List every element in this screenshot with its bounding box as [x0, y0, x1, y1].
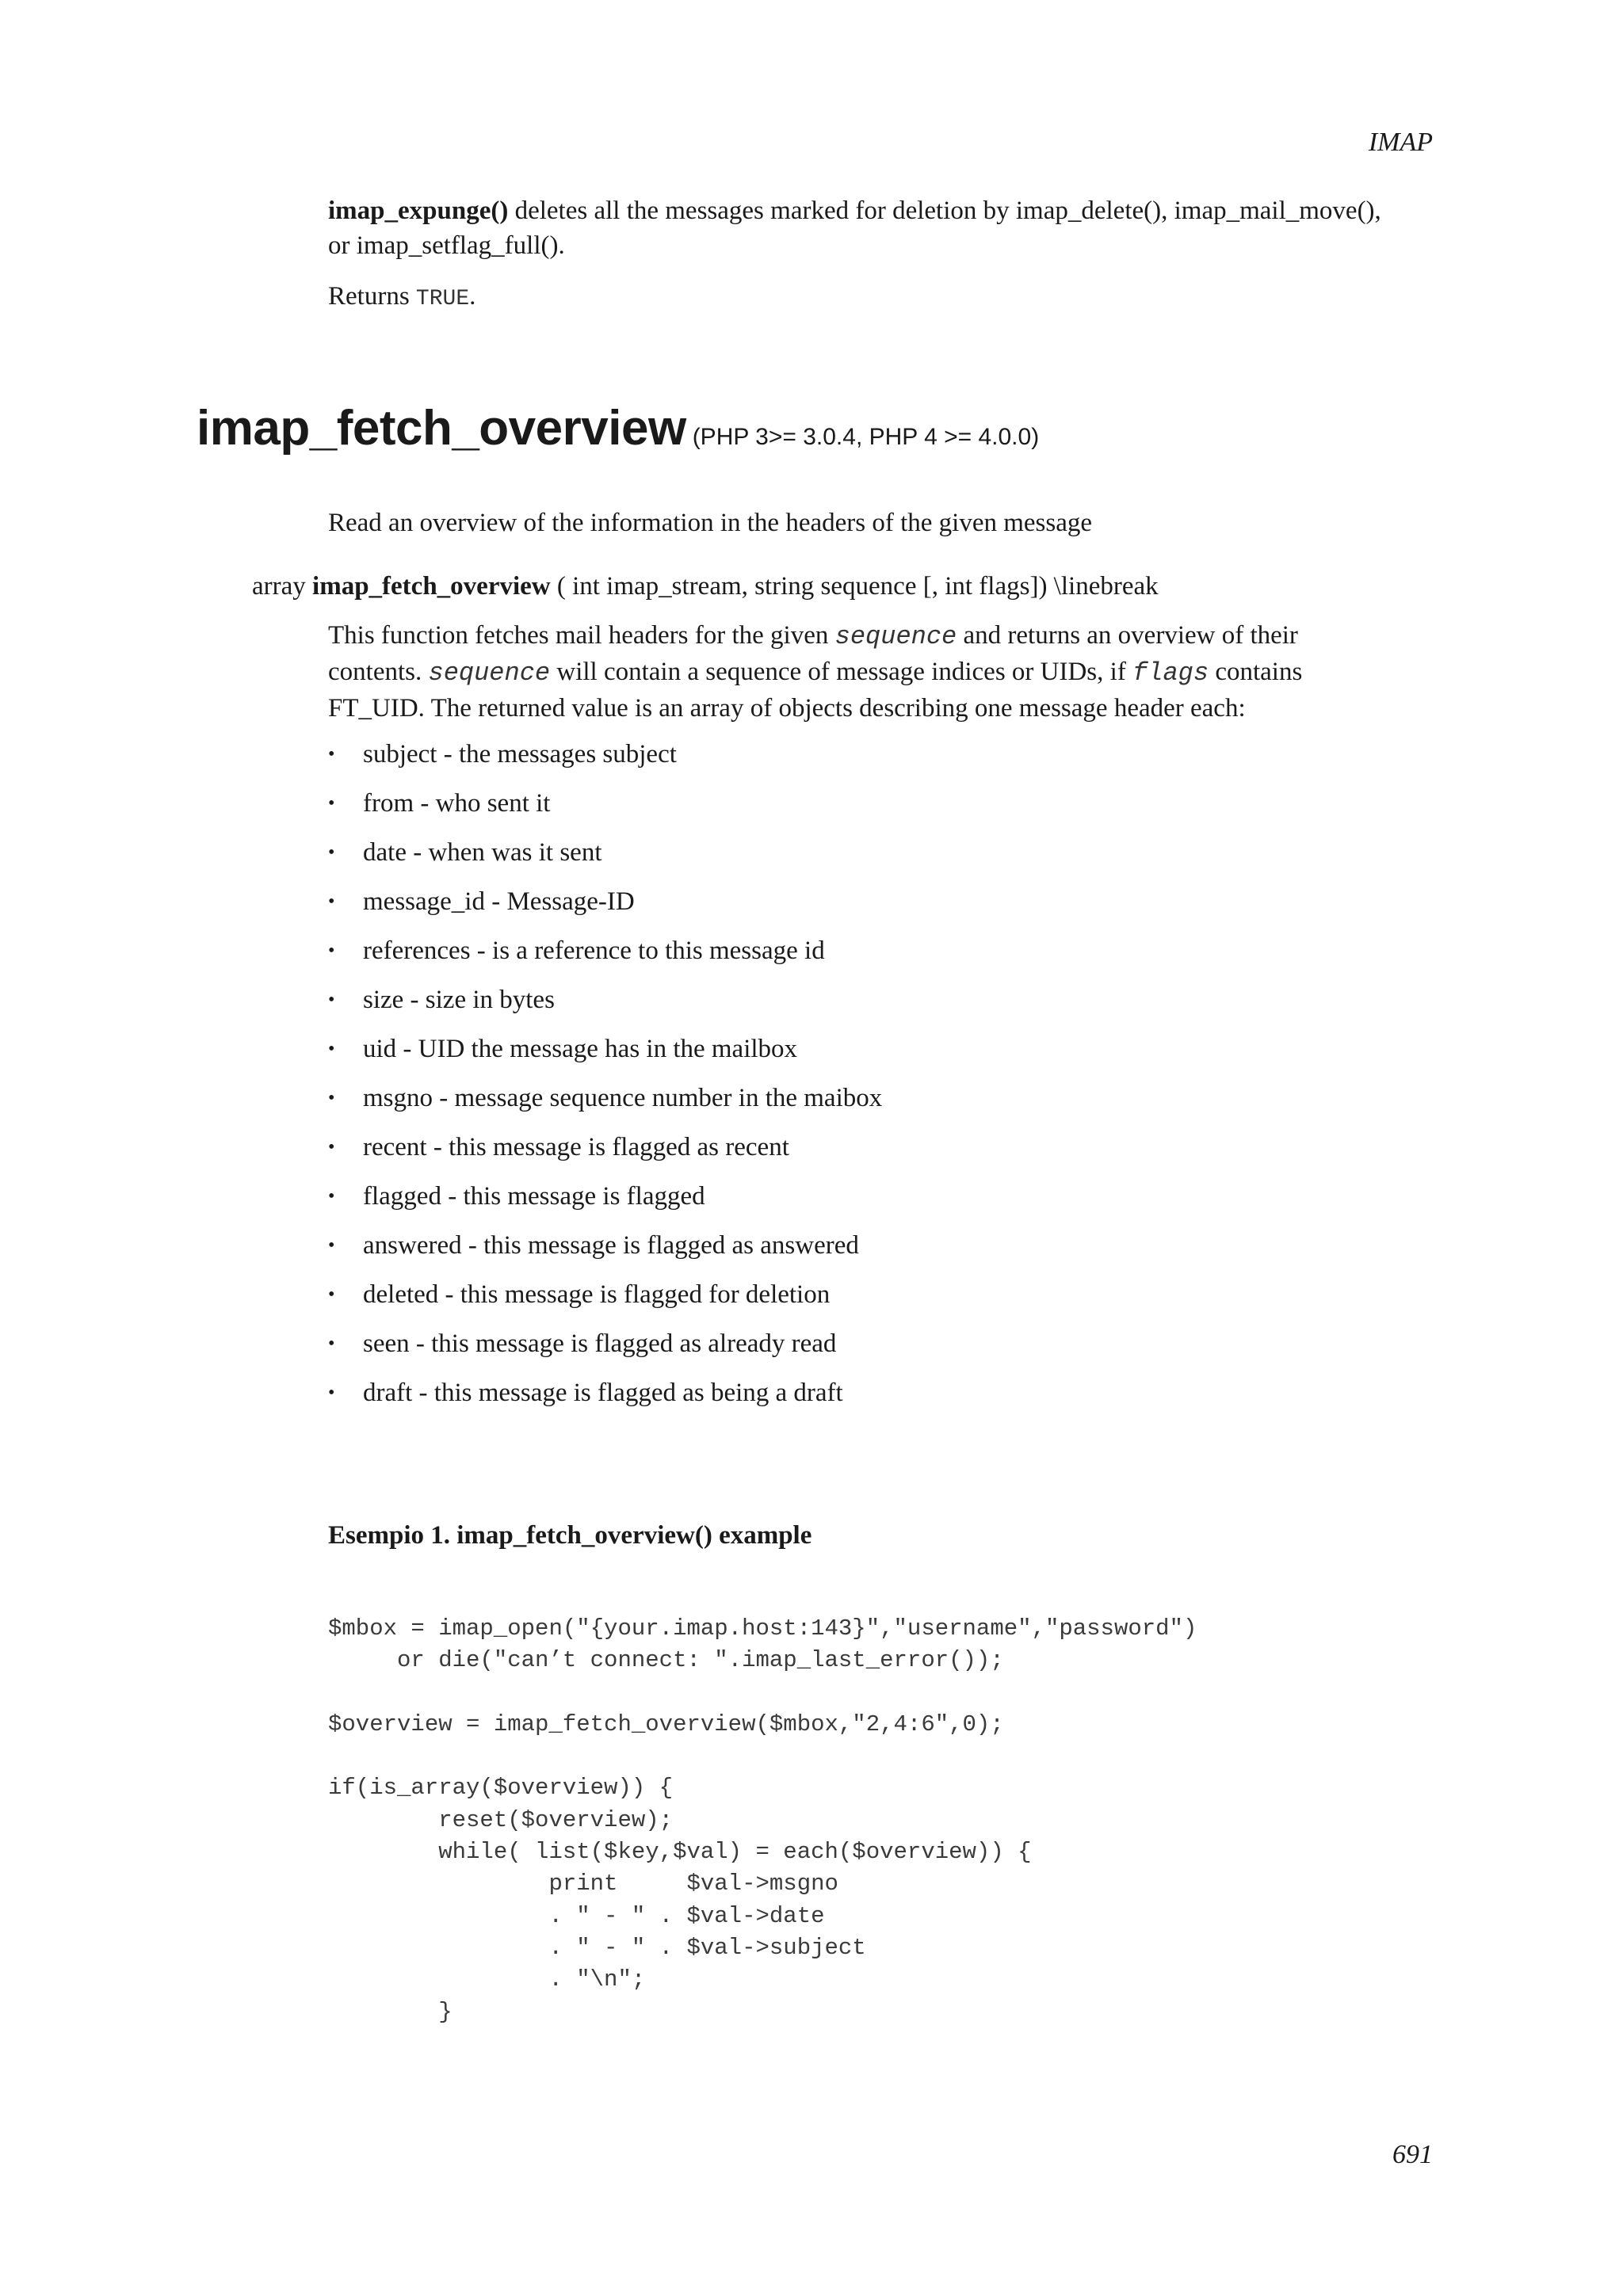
field-description: references - is a reference to this message id [363, 936, 825, 965]
expunge-line-1 [328, 193, 1438, 228]
description-line-2 [328, 654, 1438, 691]
list-item [328, 982, 882, 1032]
description-text: This function fetches mail headers for the given [328, 621, 835, 650]
bullet-icon: • [328, 1235, 335, 1256]
bullet-icon: • [328, 744, 335, 765]
list-item [328, 1179, 882, 1228]
code-line: or die("can’t connect: ".imap_last_error()); [328, 1647, 1004, 1674]
field-description: flagged - this message is flagged [363, 1182, 705, 1211]
code-line [328, 1741, 1197, 1772]
bullet-icon: • [328, 1137, 335, 1158]
bullet-icon: • [328, 1039, 335, 1059]
code-line: $mbox = imap_open("{your.imap.host:143}","username","password") [328, 1615, 1197, 1642]
synopsis-params: ( int imap_stream, string sequence [, int flags]) \linebreak [550, 572, 1159, 601]
list-item [328, 737, 882, 786]
list-item [328, 1228, 882, 1277]
bullet-icon: • [328, 990, 335, 1010]
bullet-icon: • [328, 940, 335, 961]
list-item [328, 1277, 882, 1326]
list-item [328, 1326, 882, 1375]
code-line: $overview = imap_fetch_overview($mbox,"2,4:6",0); [328, 1711, 1004, 1737]
param-sequence: sequence [834, 622, 957, 651]
description-line-1 [328, 618, 1438, 654]
synopsis-function-name: imap_fetch_overview [312, 572, 551, 601]
field-description: subject - the messages subject [363, 740, 677, 769]
page-number: 691 [1392, 2140, 1433, 2169]
bullet-icon: • [328, 842, 335, 863]
expunge-line-2: or imap_setflag_full(). [328, 231, 565, 260]
returns-suffix: . [469, 282, 476, 311]
bullet-icon: • [328, 793, 335, 814]
list-item [328, 1032, 882, 1081]
field-description: date - when was it sent [363, 838, 602, 867]
field-description: draft - this message is flagged as being a draft [363, 1379, 843, 1407]
description-text: contents. [328, 658, 429, 686]
field-description: answered - this message is flagged as answered [363, 1231, 859, 1260]
section-heading [197, 400, 1039, 456]
code-line: if(is_array($overview)) { [328, 1775, 674, 1802]
bullet-icon: • [328, 1186, 335, 1207]
returns-prefix: Returns [328, 282, 416, 311]
code-line: . " - " . $val->subject [328, 1934, 866, 1961]
field-description: recent - this message is flagged as recent [363, 1133, 789, 1161]
field-description: message_id - Message-ID [363, 887, 635, 916]
list-item [328, 786, 882, 835]
code-line: reset($overview); [328, 1806, 674, 1833]
code-example [328, 1613, 1197, 2028]
field-description: uid - UID the message has in the mailbox [363, 1035, 798, 1063]
expunge-description [328, 193, 1438, 263]
bullet-icon: • [328, 1284, 335, 1305]
returns-value: TRUE [415, 287, 470, 311]
code-line: while( list($key,$val) = each($overview)) { [328, 1839, 1032, 1866]
param-flags: flags [1132, 658, 1209, 688]
param-sequence: sequence [428, 658, 551, 688]
field-description: msgno - message sequence number in the maibox [363, 1084, 883, 1112]
description-text: and returns an overview of their [957, 621, 1298, 650]
section-function-name: imap_fetch_overview [197, 401, 686, 456]
section-version: (PHP 3>= 3.0.4, PHP 4 >= 4.0.0) [692, 424, 1040, 450]
overview-fields-list [328, 737, 882, 1425]
description-line-3: FT_UID. The returned value is an array of objects describing one message header each: [328, 694, 1246, 723]
description-text: will contain a sequence of message indices or UIDs, if [550, 658, 1133, 686]
field-description: size - size in bytes [363, 986, 555, 1014]
bullet-icon: • [328, 1383, 335, 1403]
field-description: deleted - this message is flagged for deletion [363, 1280, 831, 1309]
code-line [328, 1677, 1197, 1709]
expunge-function-name: imap_expunge() [328, 196, 509, 225]
example-title: Esempio 1. imap_fetch_overview() example [328, 1521, 812, 1550]
function-description [328, 618, 1438, 726]
field-description: seen - this message is flagged as already read [363, 1329, 837, 1358]
section-purpose: Read an overview of the information in the headers of the given message [328, 509, 1093, 537]
description-text: contains [1209, 658, 1303, 686]
synopsis-return-type: array [252, 572, 313, 601]
code-line: print $val->msgno [328, 1871, 838, 1897]
list-item [328, 1375, 882, 1425]
bullet-icon: • [328, 891, 335, 912]
function-synopsis [252, 569, 1520, 604]
list-item [328, 835, 882, 884]
expunge-returns [328, 279, 1438, 317]
list-item [328, 1081, 882, 1130]
running-header: IMAP [1368, 128, 1433, 157]
expunge-desc-text: deletes all the messages marked for deletion by imap_delete(), imap_mail_move(), [508, 196, 1381, 225]
code-line: } [328, 1998, 453, 2025]
bullet-icon: • [328, 1088, 335, 1108]
code-line: . "\n"; [328, 1966, 646, 1993]
list-item [328, 933, 882, 982]
list-item [328, 884, 882, 933]
code-line: . " - " . $val->date [328, 1902, 825, 1929]
list-item [328, 1130, 882, 1179]
field-description: from - who sent it [363, 789, 551, 818]
bullet-icon: • [328, 1333, 335, 1354]
